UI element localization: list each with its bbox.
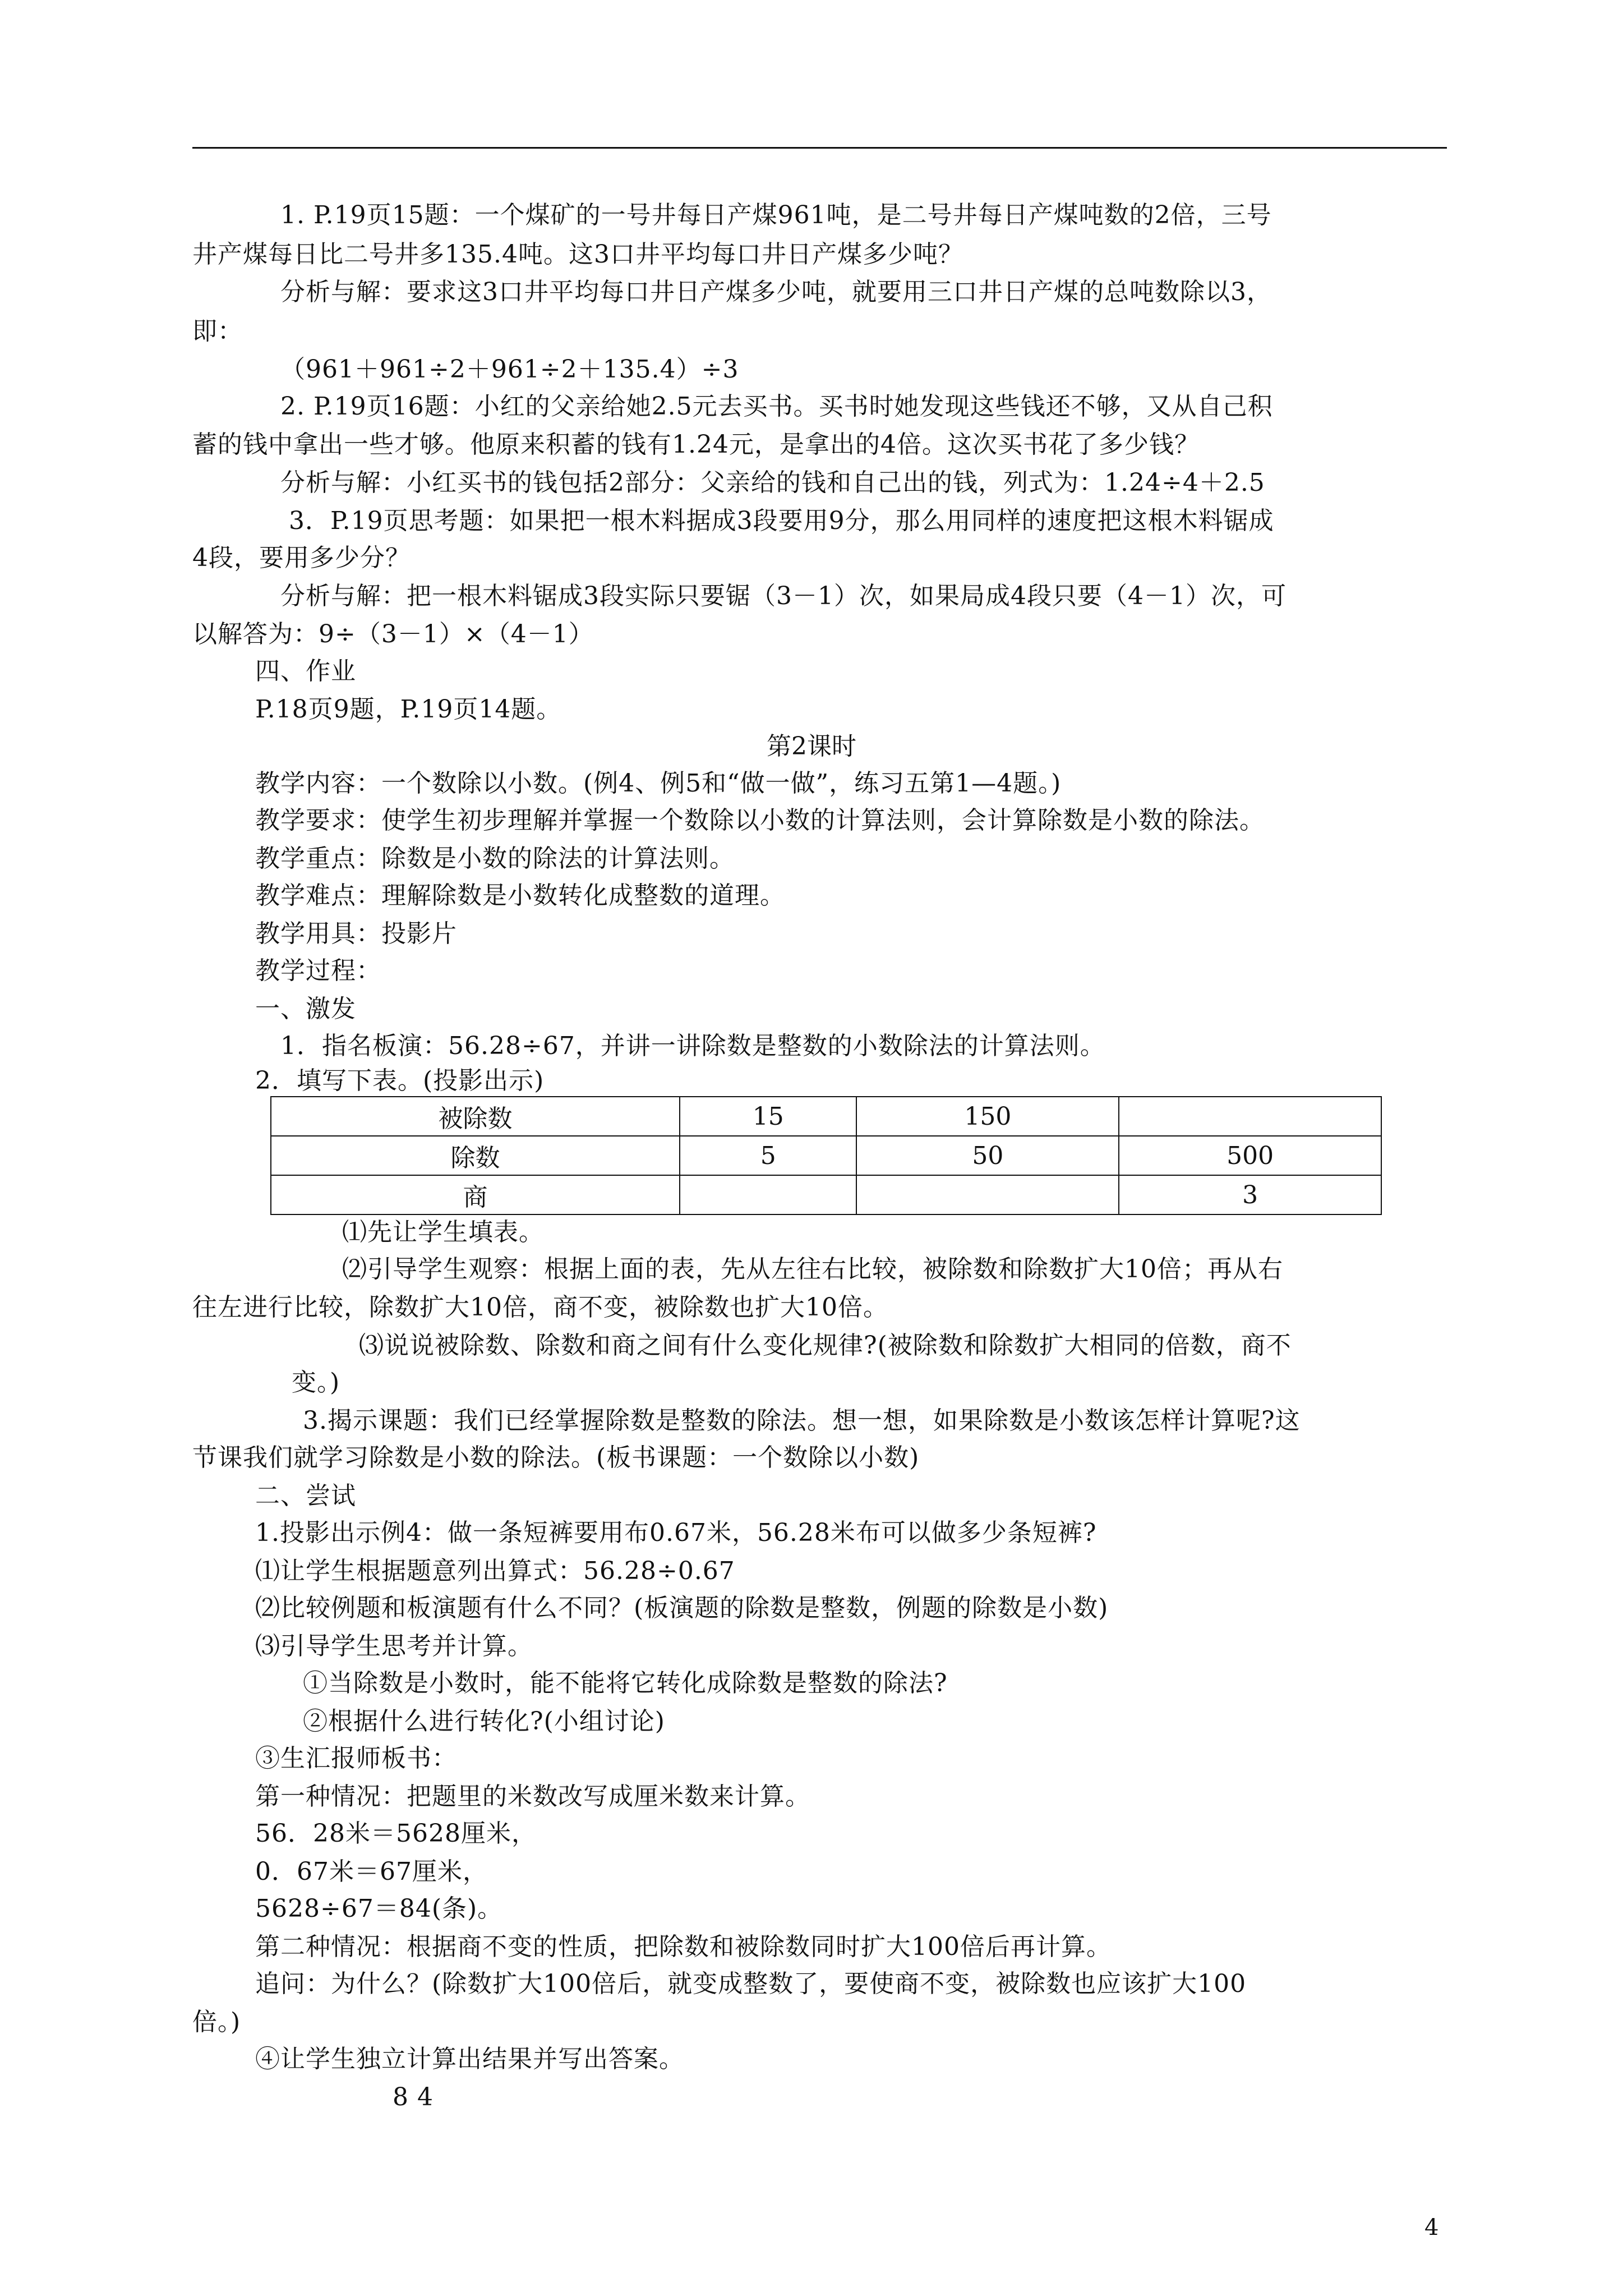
table-row	[271, 1136, 1381, 1175]
text-line: 第二种情况：根据商不变的性质，把除数和被除数同时扩大100倍后再计算。	[255, 1932, 1112, 1961]
text-line: 1．指名板演：56.28÷67，并讲一讲除数是整数的小数除法的计算法则。	[280, 1032, 1105, 1060]
text-line: 教学内容：一个数除以小数。(例4、例5和“做一做”，练习五第1—4题。)	[255, 769, 1062, 798]
section-heading: 二、尝试	[255, 1481, 356, 1510]
table-cell	[1119, 1097, 1381, 1136]
text-line: 往左进行比较，除数扩大10倍，商不变，被除数也扩大10倍。	[192, 1293, 888, 1322]
text-line: 4段，要用多少分？	[192, 544, 411, 572]
text-line: 倍。)	[192, 2008, 241, 2036]
section-heading: 一、激发	[255, 995, 356, 1023]
section-heading: 四、作业	[255, 657, 356, 685]
text-line: 1. P.19页15题：一个煤矿的一号井每日产煤961吨，是二号井每日产煤吨数的2倍，三号	[280, 201, 1272, 229]
text-line: ④让学生独立计算出结果并写出答案。	[255, 2045, 684, 2073]
table-cell: 500	[1119, 1136, 1381, 1175]
table-cell: 被除数	[271, 1097, 680, 1136]
text-line: ⑵引导学生观察：根据上面的表，先从左往右比较，被除数和除数扩大10倍；再从右	[342, 1255, 1283, 1283]
table-row	[271, 1097, 1381, 1136]
text-line: 2．填写下表。(投影出示)	[255, 1066, 545, 1095]
header-rule	[192, 147, 1447, 149]
text-line: 变。)	[292, 1368, 340, 1397]
text-line: 0．67米＝67厘米，	[255, 1857, 488, 1886]
text-line: 教学过程：	[255, 956, 381, 985]
text-line: P.18页9题，P.19页14题。	[255, 695, 562, 724]
table-cell	[680, 1175, 857, 1214]
text-line: 3．P.19页思考题：如果把一根木料据成3段要用9分，那么用同样的速度把这根木料锯成	[289, 507, 1274, 535]
text-line: ⑵比较例题和板演题有什么不同？(板演题的除数是整数，例题的除数是小数)	[255, 1594, 1109, 1622]
text-line: 1.投影出示例4：做一条短裤要用布0.67米，56.28米布可以做多少条短裤?	[255, 1519, 1097, 1547]
table-cell: 商	[271, 1175, 680, 1214]
table-cell	[856, 1175, 1119, 1214]
text-line: 56．28米＝5628厘米，	[255, 1819, 537, 1848]
text-line: ⑶说说被除数、除数和商之间有什么变化规律?(被除数和除数扩大相同的倍数，商不	[359, 1331, 1292, 1360]
text-line: ⑶引导学生思考并计算。	[255, 1632, 533, 1660]
text-line: ⑴让学生根据题意列出算式：56.28÷0.67	[255, 1557, 735, 1585]
text-line: ⑴先让学生填表。	[342, 1218, 544, 1246]
lesson-title: 第2课时	[767, 732, 856, 761]
text-line: 分析与解：要求这3口井平均每口井日产煤多少吨，就要用三口井日产煤的总吨数除以3，	[280, 278, 1272, 306]
table-cell: 5	[680, 1136, 857, 1175]
text-line: 井产煤每日比二号井多135.4吨。这3口井平均每口井日产煤多少吨？	[192, 240, 963, 269]
table-cell: 15	[680, 1097, 857, 1136]
text-line: ①当除数是小数时，能不能将它转化成除数是整数的除法?	[303, 1669, 948, 1697]
text-line: 2. P.19页16题：小红的父亲给她2.5元去买书。买书时她发现这些钱还不够，又从自己积	[280, 392, 1273, 421]
table-cell: 除数	[271, 1136, 680, 1175]
text-line: 即：	[192, 317, 243, 346]
table-cell: 50	[856, 1136, 1119, 1175]
text-line: 教学要求：使学生初步理解并掌握一个数除以小数的计算法则，会计算除数是小数的除法。	[255, 806, 1265, 835]
formula-line: （961＋961÷2＋961÷2＋135.4）÷3	[280, 355, 739, 384]
text-line: 8 4	[393, 2083, 434, 2111]
page-number: 4	[1424, 2215, 1439, 2240]
text-line: ③生汇报师板书：	[255, 1744, 457, 1773]
text-line: 蓄的钱中拿出一些才够。他原来积蓄的钱有1.24元，是拿出的4倍。这次买书花了多少钱？	[192, 430, 1200, 459]
table-row	[271, 1175, 1381, 1214]
text-line: 分析与解：小红买书的钱包括2部分：父亲给的钱和自己出的钱，列式为：1.24÷4＋2.5	[280, 468, 1265, 497]
text-line: 3.揭示课题：我们已经掌握除数是整数的除法。想一想，如果除数是小数该怎样计算呢?这	[303, 1406, 1301, 1435]
text-line: 5628÷67＝84(条)。	[255, 1894, 503, 1923]
text-line: 教学重点：除数是小数的除法的计算法则。	[255, 844, 735, 873]
text-line: ②根据什么进行转化?(小组讨论)	[303, 1707, 665, 1736]
text-line: 教学难点：理解除数是小数转化成整数的道理。	[255, 881, 785, 910]
text-line: 第一种情况：把题里的米数改写成厘米数来计算。	[255, 1782, 810, 1811]
text-line: 以解答为：9÷（3－1）×（4－1）	[192, 620, 594, 648]
text-line: 追问：为什么？(除数扩大100倍后，就变成整数了，要使商不变，被除数也应该扩大100	[255, 1970, 1247, 1998]
text-line: 节课我们就学习除数是小数的除法。(板书课题：一个数除以小数)	[192, 1443, 920, 1472]
table-cell: 3	[1119, 1175, 1381, 1214]
text-line: 分析与解：把一根木料锯成3段实际只要锯（3－1）次，如果局成4段只要（4－1）次，可	[280, 582, 1287, 610]
division-table	[270, 1096, 1382, 1215]
text-line: 教学用具：投影片	[255, 919, 457, 948]
table-cell: 150	[856, 1097, 1119, 1136]
